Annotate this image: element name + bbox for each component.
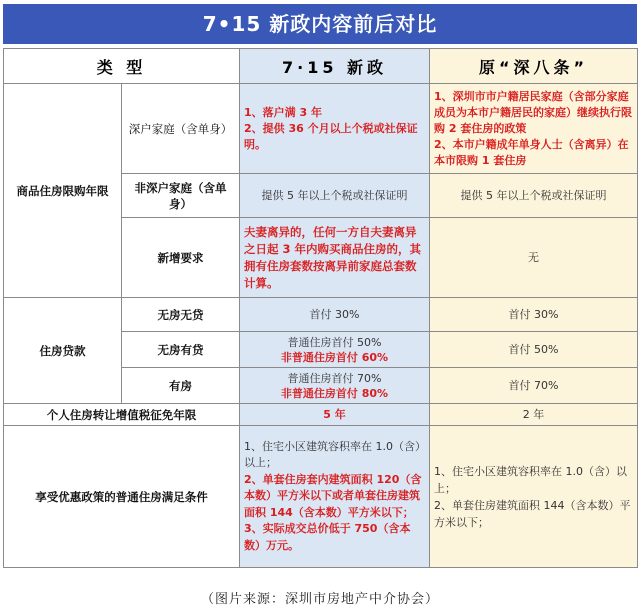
row-label-no-house-has-loan: 无房有贷 [122, 332, 240, 368]
image-source-caption: （图片来源：深圳市房地产中介协会） [200, 592, 439, 607]
comparison-table [3, 48, 638, 568]
table-row [4, 84, 638, 174]
ordinary-new-cell [240, 426, 430, 568]
has-house-new-cell [240, 368, 430, 404]
no-house-no-loan-new-cell: 首付 30% [240, 298, 430, 332]
no-house-has-loan-new-line-2: 非普通住房首付 60% [280, 350, 389, 364]
no-house-has-loan-new-line-1: 普通住房首付 50% [287, 335, 382, 349]
ordinary-old-line-1: 1、住宅小区建筑容积率在 1.0（含）以上； [434, 464, 628, 495]
category-housing-loan: 住房贷款 [4, 298, 122, 404]
header-old-policy: 原“深八条” [430, 49, 638, 84]
local-old-line-2: 2、本市户籍成年单身人士（含离异）在本市限购 1 套住房 [434, 137, 629, 167]
new-requirement-new-cell: 夫妻离异的，任何一方自夫妻离异之日起 3 年内购买商品住房的，其拥有住房套数按离异前家庭总套数计算。 [240, 218, 430, 298]
category-purchase-limit: 商品住房限购年限 [4, 84, 122, 298]
row-label-new-requirement: 新增要求 [122, 218, 240, 298]
row-label-local-household: 深户家庭（含单身） [122, 84, 240, 174]
has-house-new-line-2: 非普通住房首付 80% [280, 386, 389, 400]
vat-exemption-new-cell: 5 年 [240, 404, 430, 426]
local-new-line-2: 2、提供 36 个月以上个税或社保证明。 [244, 121, 418, 151]
local-old-cell [430, 84, 638, 174]
has-house-new-line-1: 普通住房首付 70% [287, 371, 382, 385]
no-house-has-loan-new-cell [240, 332, 430, 368]
nonlocal-old-cell: 提供 5 年以上个税或社保证明 [430, 174, 638, 218]
no-house-has-loan-old-cell: 首付 50% [430, 332, 638, 368]
header-row [4, 49, 638, 84]
table-title: 7•15 新政内容前后对比 [3, 4, 637, 44]
ordinary-new-line-2: 2、单套住房套内建筑面积 120（含本数）平方米以下或者单套住房建筑面积 144（含本数）平方米以下； [244, 472, 422, 519]
ordinary-old-cell [430, 426, 638, 568]
table-row [4, 404, 638, 426]
row-label-nonlocal-household: 非深户家庭（含单身） [122, 174, 240, 218]
has-house-old-cell: 首付 70% [430, 368, 638, 404]
table-row [4, 426, 638, 568]
row-label-no-house-no-loan: 无房无贷 [122, 298, 240, 332]
row-label-has-house: 有房 [122, 368, 240, 404]
header-new-policy: 7·15 新政 [240, 49, 430, 84]
row-label-ordinary-housing: 享受优惠政策的普通住房满足条件 [4, 426, 240, 568]
row-label-vat-exemption: 个人住房转让增值税征免年限 [4, 404, 240, 426]
nonlocal-new-cell: 提供 5 年以上个税或社保证明 [240, 174, 430, 218]
ordinary-new-line-3: 3、实际成交总价低于 750（含本数）万元。 [244, 522, 411, 552]
header-type: 类 型 [4, 49, 240, 84]
local-old-line-1: 1、深圳市市户籍居民家庭（含部分家庭成员为本市户籍居民的家庭）继续执行限购 2 套住房的政策 [434, 89, 633, 135]
local-new-cell [240, 84, 430, 174]
ordinary-new-line-1: 1、住宅小区建筑容积率在 1.0（含）以上； [244, 439, 421, 470]
new-requirement-old-cell: 无 [430, 218, 638, 298]
table-row [4, 298, 638, 332]
no-house-no-loan-old-cell: 首付 30% [430, 298, 638, 332]
ordinary-old-line-2: 2、单套住房建筑面积 144（含本数）平方米以下； [434, 498, 631, 529]
vat-exemption-old-cell: 2 年 [430, 404, 638, 426]
local-new-line-1: 1、落户满 3 年 [244, 105, 322, 119]
